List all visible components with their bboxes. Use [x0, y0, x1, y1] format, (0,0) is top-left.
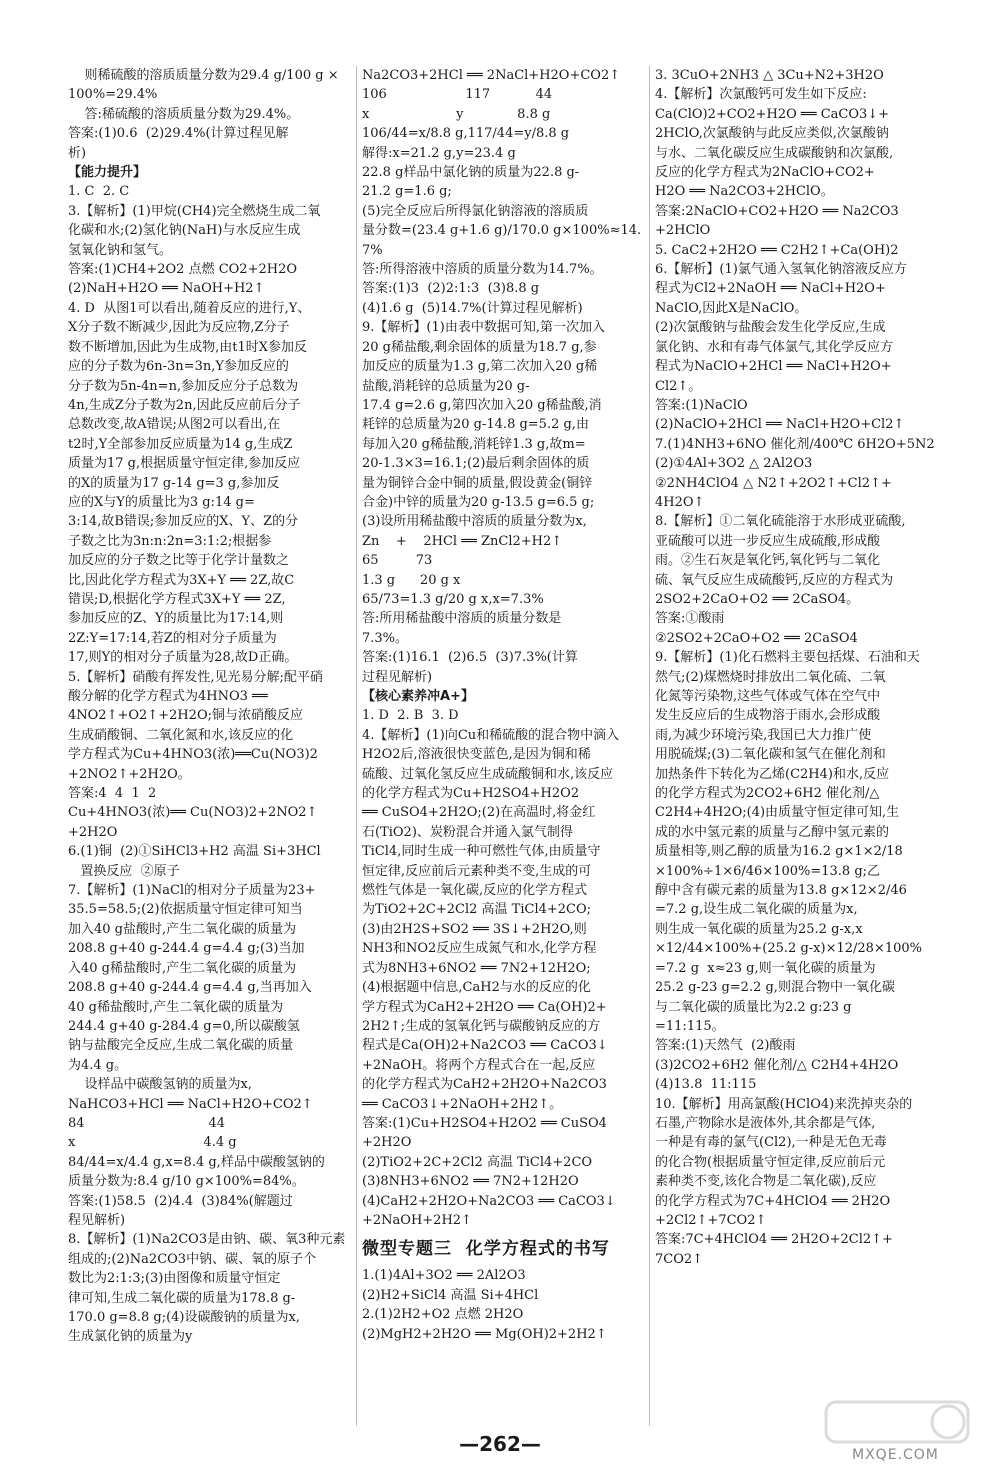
- text-line: 生成氯化钠的质量为y: [68, 1329, 193, 1345]
- text-line: t2时,Y全部参加反应质量为14 g,生成Z: [68, 436, 293, 452]
- text-line: 应的分子数为6n-3n=3n,Y参加反应的: [68, 359, 289, 375]
- text-line: x y 8.8 g: [362, 106, 551, 122]
- text-line: 用脱硫煤;(3)二氧化碳和氢气在催化剂和: [655, 747, 886, 763]
- text-line: (4)根据题中信息,CaH2与水的反应的化: [362, 980, 591, 996]
- text-line: 答案:(1)天然气 (2)酸雨: [655, 1038, 796, 1054]
- text-line: 石(TiO2)、炭粉混合并通入氯气制得: [362, 824, 573, 840]
- text-line: +2H2O: [68, 824, 118, 840]
- text-line: 生成硝酸铜、二氧化氮和水,该反应的化: [68, 727, 294, 743]
- text-line: 84 44: [68, 1115, 226, 1131]
- text-line: +2H2O: [362, 1135, 412, 1151]
- text-line: 35.5=58.5;(2)依据质量守恒定律可知当: [68, 902, 303, 918]
- text-line: 2HClO,次氯酸钠与此反应类似,次氯酸钠: [655, 126, 889, 142]
- text-line: 雨,为减少环境污染,我国已大力推广使: [655, 727, 872, 743]
- text-line: 耗锌的总质量为20 g-14.8 g=5.2 g,由: [362, 417, 589, 433]
- section-heading: 【核心素养冲A+】: [362, 689, 474, 704]
- text-line: 参加反应的Z、Y的质量比为17:14,则: [68, 611, 284, 627]
- text-line: 答:所用稀盐酸中溶质的质量分数是: [362, 611, 562, 627]
- text-line: 雨。②生石灰是氧化钙,氧化钙与二氧化: [655, 553, 881, 569]
- text-line: (2)NaH+H2O ══ NaOH+H2↑: [68, 281, 265, 297]
- text-line: +2NaOH。将两个方程式合在一起,反应: [362, 1057, 596, 1073]
- text-line: NaHCO3+HCl ══ NaCl+H2O+CO2↑: [68, 1096, 313, 1112]
- text-line: 程式是Ca(OH)2+Na2CO3 ══ CaCO3↓: [362, 1038, 608, 1054]
- text-line: 的化学方程式为2CO2+6H2 催化剂/△: [655, 786, 880, 802]
- text-line: 与二氧化碳的质量比为2.2 g:23 g: [655, 999, 852, 1015]
- text-line: 与水、二氧化碳反应生成碳酸钠和次氯酸,: [655, 145, 894, 161]
- text-line: 17.4 g=2.6 g,第四次加入20 g稀盐酸,消: [362, 397, 602, 413]
- text-line: 则生成一氧化碳的质量为25.2 g-x,x: [655, 921, 863, 937]
- text-line: 4NO2↑+O2↑+2H2O;铜与浓硝酸反应: [68, 708, 303, 724]
- text-line: 106/44=x/8.8 g,117/44=y/8.8 g: [362, 126, 570, 142]
- text-line: 5. CaC2+2H2O ══ C2H2↑+Ca(OH)2: [655, 242, 899, 258]
- text-line: 7.3%。: [362, 630, 409, 646]
- text-line: 2SO2+2CaO+O2 ══ 2CaSO4。: [655, 591, 860, 607]
- text-line: 燃性气体是一氧化碳,反应的化学方程式: [362, 883, 588, 899]
- text-line: 21.2 g=1.6 g;: [362, 184, 452, 200]
- text-line: 8.【解析】①二氧化硫能溶于水形成亚硫酸,: [655, 514, 906, 530]
- text-line: 组成的;(2)Na2CO3中钠、碳、氧的原子个: [68, 1251, 317, 1267]
- text-line: 4n,生成Z分子数为2n,因此反应前后分子: [68, 397, 301, 413]
- text-line: 式为8NH3+6NO2 ══ 7N2+12H2O;: [362, 960, 591, 976]
- text-line: 盐酸,消耗锌的总质量为20 g-: [362, 378, 530, 394]
- text-line: 208.8 g+40 g-244.4 g=4.4 g,当再加入: [68, 980, 312, 996]
- text-line: 答案:(1)CH4+2O2 点燃 CO2+2H2O: [68, 262, 298, 278]
- watermark-url: MXQE.COM: [852, 1447, 939, 1463]
- text-line: 学方程式为CaH2+2H2O ══ Ca(OH)2+: [362, 999, 607, 1015]
- text-line: 加热条件下转化为乙烯(C2H4)和水,反应: [655, 766, 890, 782]
- topic-title: 微型专题三 化学方程式的书写: [362, 1239, 610, 1260]
- text-line: (2)H2+SiCl4 高温 Si+4HCl: [362, 1287, 539, 1303]
- text-line: 每加入20 g稀盐酸,消耗锌1.3 g,故m=: [362, 436, 586, 452]
- text-line: 1.(1)4Al+3O2 ══ 2Al2O3: [362, 1268, 526, 1284]
- text-line: =7.2 g x≈23 g,则一氧化碳的质量为: [655, 960, 876, 976]
- text-line: 1. C 2. C: [68, 184, 130, 200]
- left-column: [68, 66, 358, 1347]
- text-line: 程式为NaClO+2HCl ══ NaCl+H2O+: [655, 359, 892, 375]
- text-line: x 4.4 g: [68, 1135, 237, 1151]
- text-line: 则稀硫酸的溶质质量分数为29.4 g/100 g ×: [68, 68, 339, 83]
- text-line: 答案:①酸雨: [655, 611, 725, 627]
- text-line: 20 g稀盐酸,剩余固体的质量为18.7 g,参: [362, 339, 597, 355]
- text-line: 量分数=(23.4 g+1.6 g)/170.0 g×100%≈14.7%: [362, 223, 642, 258]
- text-line: (4)CaH2+2H2O+Na2CO3 ══ CaCO3↓: [362, 1193, 616, 1209]
- text-line: 3:14,故B错误;参加反应的X、Y、Z的分: [68, 514, 299, 530]
- text-line: (3)由2H2S+SO2 ══ 3S↓+2H2O,则: [362, 921, 587, 937]
- text-line: (3)设所用稀盐酸中溶质的质量分数为x,: [362, 514, 587, 530]
- text-line: 6.【解析】(1)氯气通入氢氧化钠溶液反应方: [655, 262, 907, 278]
- text-line: 化氮等污染物,这些气体或气体在空气中: [655, 689, 881, 704]
- text-line: 质量为17 g,根据质量守恒定律,参加反应: [68, 456, 301, 472]
- text-line: 一种是有毒的氯气(Cl2),一种是无色无毒: [655, 1135, 887, 1151]
- text-line: 2Z:Y=17:14,若Z的相对分子质量为: [68, 630, 277, 646]
- text-line: 然气;(2)煤燃烧时排放出二氧化硫、二氧: [655, 669, 886, 685]
- text-line: +2Cl2↑+7CO2↑: [655, 1212, 767, 1228]
- text-line: 6.(1)铜 (2)①SiHCl3+H2 高温 Si+3HCl: [68, 844, 321, 860]
- text-line: 8.【解析】(1)Na2CO3是由钠、碳、氧3种元素: [68, 1232, 346, 1248]
- text-line: 84/44=x/4.4 g,x=8.4 g,样品中碳酸氢钠的: [68, 1154, 325, 1170]
- text-line: 106 117 44: [362, 87, 553, 103]
- text-line: 析): [68, 145, 87, 161]
- text-line: 错误;D,根据化学方程式3X+Y ══ 2Z,: [68, 591, 286, 607]
- text-line: 恒定律,反应前后元素种类不变,生成的可: [362, 863, 592, 879]
- text-line: (2)次氯酸钠与盐酸会发生化学反应,生成: [655, 320, 886, 336]
- text-line: 的化合物(根据质量守恒定律,反应前后元: [655, 1154, 886, 1170]
- text-line: 硫、氧气反应生成硫酸钙,反应的方程式为: [655, 572, 894, 588]
- text-line: 208.8 g+40 g-244.4 g=4.4 g;(3)当加: [68, 941, 305, 957]
- text-line: 40 g稀盐酸时,产生二氧化碳的质量为: [68, 999, 284, 1015]
- text-line: ×100%÷1×6/46×100%=13.8 g;乙: [655, 863, 881, 879]
- text-line: ══ CaCO3↓+2NaOH+2H2↑。: [362, 1096, 563, 1112]
- text-line: 1. D 2. B 3. D: [362, 708, 459, 724]
- text-line: 应的X与Y的质量比为3 g:14 g=: [68, 494, 255, 510]
- text-line: 加反应的质量为1.3 g,第二次加入20 g稀: [362, 359, 598, 375]
- text-line: =11:115。: [655, 1018, 725, 1034]
- text-line: 5.【解析】硝酸有挥发性,见光易分解;配平硝: [68, 669, 323, 685]
- text-line: (5)完全反应后所得氯化钠溶液的溶质质: [362, 203, 589, 219]
- text-line: 反应的化学方程式为2NaClO+CO2+: [655, 165, 875, 181]
- text-line: 65 73: [362, 553, 433, 569]
- text-line: 9.【解析】(1)化石燃料主要包括煤、石油和天: [655, 650, 920, 666]
- text-line: (2)NaClO+2HCl ══ NaCl+H2O+Cl2↑: [655, 417, 905, 433]
- text-line: (2)①4Al+3O2 △ 2Al2O3: [655, 456, 813, 472]
- right-column: [655, 66, 947, 1269]
- text-line: 氢氧化钠和氢气。: [68, 242, 173, 258]
- text-line: 入40 g稀盐酸时,产生二氧化碳的质量为: [68, 960, 297, 976]
- text-line: 答案:(1)3 (2)2:1:3 (3)8.8 g: [362, 281, 540, 297]
- text-line: 4. D 从图1可以看出,随着反应的进行,Y、: [68, 300, 311, 316]
- text-line: 质量分数为:8.4 g/10 g×100%=84%。: [68, 1174, 305, 1190]
- text-line: 答案:(1)16.1 (2)6.5 (3)7.3%(计算: [362, 650, 578, 666]
- text-line: 20-1.3×3=16.1;(2)最后剩余固体的质: [362, 456, 590, 472]
- text-line: 25.2 g-23 g=2.2 g,则混合物中一氧化碳: [655, 980, 895, 996]
- text-line: 素种类不变,该化合物是二氧化碳),反应: [655, 1174, 877, 1190]
- middle-column: [362, 66, 652, 1344]
- text-line: 亚硫酸可以进一步反应生成硫酸,形成酸: [655, 533, 881, 549]
- text-line: 7.(1)4NH3+6NO 催化剂/400℃ 6H2O+5N2: [655, 436, 935, 452]
- text-line: 65/73=1.3 g/20 g x,x=7.3%: [362, 591, 544, 607]
- text-line: 加反应的分子数之比等于化学计量数之: [68, 553, 290, 569]
- text-line: 答案:(1)NaClO: [655, 397, 748, 413]
- text-line: 答:所得溶液中溶质的质量分数为14.7%。: [362, 262, 603, 278]
- text-line: 的化学方程式为CaH2+2H2O+Na2CO3: [362, 1077, 607, 1093]
- text-line: 为TiO2+2C+2Cl2 高温 TiCl4+2CO;: [362, 902, 592, 918]
- text-line: 1.3 g 20 g x: [362, 572, 461, 588]
- text-line: 的X的质量为17 g-14 g=3 g,参加反: [68, 475, 280, 491]
- text-line: 的化学方程式为Cu+H2SO4+H2O2: [362, 786, 580, 802]
- text-line: 的化学方程式为7C+4HClO4 ══ 2H2O: [655, 1193, 891, 1209]
- text-line: 钠与盐酸完全反应,生成二氧化碳的质量: [68, 1038, 294, 1054]
- text-line: Cu+4HNO3(浓)══ Cu(NO3)2+2NO2↑: [68, 805, 318, 821]
- text-line: Ca(ClO)2+CO2+H2O ══ CaCO3↓+: [655, 106, 890, 122]
- text-line: 设样品中碳酸氢钠的质量为x,: [68, 1077, 252, 1093]
- text-line: 置换反应 ②原子: [68, 863, 180, 879]
- text-line: (2)MgH2+2H2O ══ Mg(OH)2+2H2↑: [362, 1326, 607, 1342]
- text-line: (2)TiO2+2C+2Cl2 高温 TiCl4+2CO: [362, 1154, 593, 1170]
- text-line: =7.2 g,设生成二氧化碳的质量为x,: [655, 902, 858, 918]
- text-line: 子数之比为3n:n:2n=3:1:2;根据参: [68, 533, 272, 549]
- text-line: 学方程式为Cu+4HNO3(浓)══Cu(NO3)2: [68, 747, 318, 763]
- text-line: X分子数不断减少,因此为反应物,Z分子: [68, 320, 290, 336]
- text-line: (4)1.6 g (5)14.7%(计算过程见解析): [362, 300, 583, 316]
- text-line: 答案:(1)0.6 (2)29.4%(计算过程见解: [68, 126, 289, 142]
- text-line: 答案:(1)58.5 (2)4.4 (3)84%(解题过: [68, 1193, 293, 1209]
- text-line: 答案:(1)Cu+H2SO4+H2O2 ══ CuSO4: [362, 1115, 607, 1131]
- text-line: 17,则Y的相对分子质量为28,故D正确。: [68, 650, 298, 666]
- section-heading: 【能力提升】: [68, 165, 147, 181]
- text-line: 数比为2:1:3;(3)由图像和质量守恒定: [68, 1271, 281, 1287]
- text-line: 4.【解析】次氯酸钙可发生如下反应:: [655, 87, 867, 103]
- text-line: ②2SO2+2CaO+O2 ══ 2CaSO4: [655, 630, 858, 646]
- text-line: 9.【解析】(1)由表中数据可知,第一次加入: [362, 320, 605, 336]
- text-line: 硫酸、过氧化氢反应生成硫酸铜和水,该反应: [362, 766, 614, 782]
- text-line: 化碳和水;(2)氢化钠(NaH)与水反应生成: [68, 223, 301, 239]
- page-number: —262—: [459, 1432, 541, 1456]
- text-line: 成的水中氢元素的质量与乙醇中氢元素的: [655, 824, 890, 840]
- text-line: 总数改变,故A错误;从图2可以看出,在: [68, 417, 281, 433]
- text-line: 100%=29.4%: [68, 87, 158, 103]
- text-line: 律可知,生成二氧化碳的质量为178.8 g-: [68, 1290, 296, 1306]
- text-line: 比,因此化学方程式为3X+Y ══ 2Z,故C: [68, 572, 295, 588]
- text-line: 答:稀硫酸的溶质质量分数为29.4%。: [68, 106, 300, 122]
- text-line: ②2NH4ClO4 △ N2↑+2O2↑+Cl2↑+: [655, 475, 892, 491]
- text-line: 2.(1)2H2+O2 点燃 2H2O: [362, 1307, 524, 1323]
- text-line: 合金)中锌的质量为20 g-13.5 g=6.5 g;: [362, 494, 595, 510]
- text-line: H2O2后,溶液很快变蓝色,是因为铜和稀: [362, 747, 591, 763]
- text-line: 氯化钠、水和有毒气体氯气,其化学反应方: [655, 339, 894, 355]
- text-line: NaClO,因此X是NaClO。: [655, 300, 808, 316]
- text-line: 发生反应后的生成物溶于雨水,会形成酸: [655, 708, 881, 724]
- text-line: 质量相等,则乙醇的质量为16.2 g×1×2/18: [655, 844, 903, 860]
- text-line: 答案:2NaClO+CO2+H2O ══ Na2CO3: [655, 203, 899, 219]
- text-line: 过程见解析): [362, 669, 433, 685]
- text-line: 7CO2↑: [655, 1251, 704, 1267]
- text-line: C2H4+4H2O;(4)由质量守恒定律可知,生: [655, 805, 900, 821]
- text-line: 加入40 g盐酸时,产生二氧化碳的质量为: [68, 921, 297, 937]
- text-line: (4)13.8 11:115: [655, 1077, 757, 1093]
- text-line: 数不断增加,因此为生成物,由t1时X参加反: [68, 339, 308, 355]
- text-line: 分子数为5n-4n=n,参加反应分子总数为: [68, 378, 299, 394]
- text-line: 量为铜锌合金中铜的质量,假设黄金(铜锌: [362, 475, 593, 491]
- text-line: TiCl4,同时生成一种可燃性气体,由质量守: [362, 844, 601, 860]
- text-line: +2HClO: [655, 223, 711, 239]
- text-line: +2NaOH+2H2↑: [362, 1212, 472, 1228]
- text-line: 244.4 g+40 g-284.4 g=0,所以碳酸氢: [68, 1018, 300, 1034]
- text-line: 22.8 g样品中氯化钠的质量为22.8 g-: [362, 165, 580, 181]
- text-line: 答案:4 4 1 2: [68, 786, 157, 802]
- text-line: 醇中含有碳元素的质量为13.8 g×12×2/46: [655, 883, 907, 899]
- text-line: 为4.4 g。: [68, 1057, 128, 1073]
- text-line: H2O ══ Na2CO3+2HClO。: [655, 184, 834, 200]
- text-line: 程式为Cl2+2NaOH ══ NaCl+H2O+: [655, 281, 886, 297]
- text-line: 3. 3CuO+2NH3 △ 3Cu+N2+3H2O: [655, 68, 884, 83]
- text-line: Cl2↑。: [655, 378, 702, 394]
- text-line: 7.【解析】(1)NaCl的相对分子质量为23+: [68, 883, 316, 899]
- text-line: 酸分解的化学方程式为4HNO3 ══: [68, 689, 268, 704]
- text-line: 解得:x=21.2 g,y=23.4 g: [362, 145, 516, 161]
- text-line: 170.0 g=8.8 g;(4)设碳酸钠的质量为x,: [68, 1310, 300, 1325]
- text-line: Na2CO3+2HCl ══ 2NaCl+H2O+CO2↑: [362, 68, 621, 83]
- text-line: Zn + 2HCl ══ ZnCl2+H2↑: [362, 533, 563, 549]
- text-line: (3)2CO2+6H2 催化剂/△ C2H4+4H2O: [655, 1057, 899, 1073]
- text-line: 程见解析): [68, 1212, 126, 1228]
- text-line: 2H2↑;生成的氢氧化钙与碳酸钠反应的方: [362, 1018, 601, 1034]
- text-line: +2NO2↑+2H2O。: [68, 766, 191, 782]
- text-line: NH3和NO2反应生成氮气和水,化学方程: [362, 941, 597, 957]
- text-line: 4.【解析】(1)向Cu和稀硫酸的混合物中滴入: [362, 727, 620, 743]
- text-line: (3)8NH3+6NO2 ══ 7N2+12H2O: [362, 1174, 579, 1190]
- text-line: 10.【解析】用高氯酸(HClO4)来洗掉夹杂的: [655, 1096, 913, 1112]
- text-line: 答案:7C+4HClO4 ══ 2H2O+2Cl2↑+: [655, 1232, 893, 1248]
- text-line: ══ CuSO4+2H2O;(2)在高温时,将金红: [362, 805, 596, 821]
- text-line: ×12/44×100%+(25.2 g-x)×12/28×100%: [655, 941, 922, 957]
- text-line: 4H2O↑: [655, 494, 705, 510]
- text-line: 石墨,产物除水是液体外,其余都是气体,: [655, 1115, 876, 1131]
- text-line: 3.【解析】(1)甲烷(CH4)完全燃烧生成二氧: [68, 203, 321, 219]
